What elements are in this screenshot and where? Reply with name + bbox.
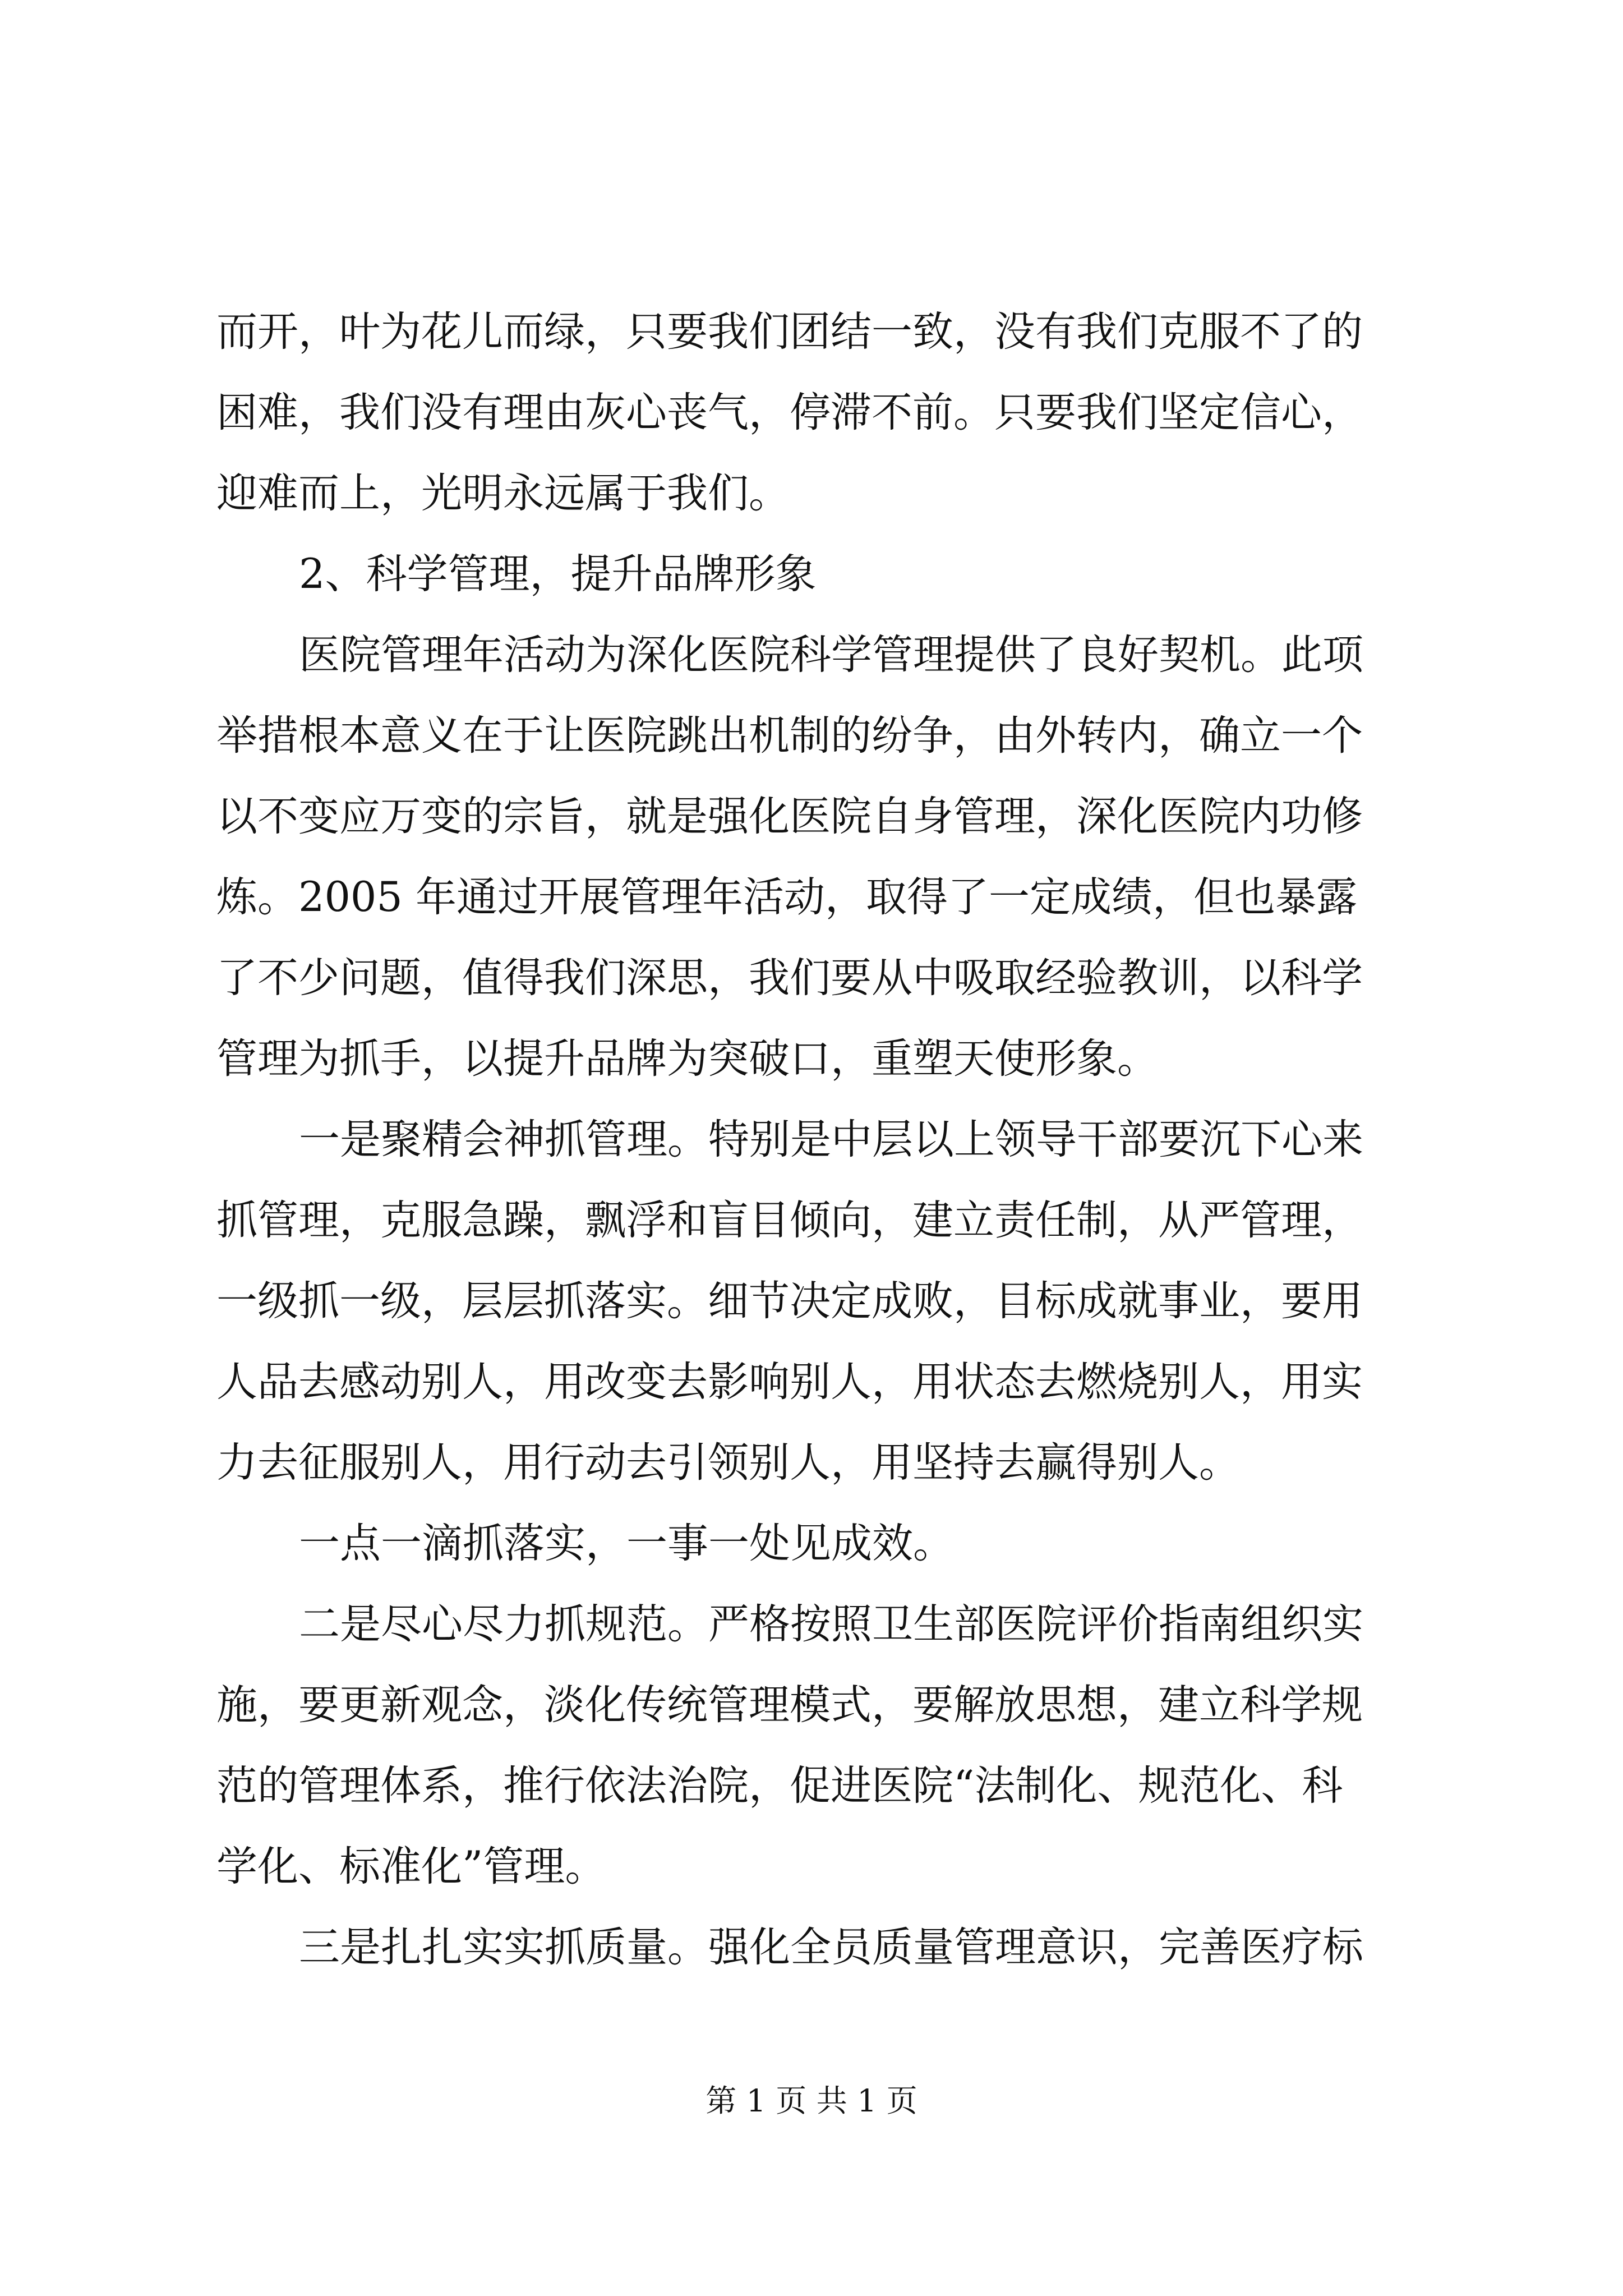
text-line: 而开，叶为花儿而绿，只要我们团结一致，没有我们克服不了的	[216, 308, 1363, 356]
text-line: 管理为抓手，以提升品牌为突破口，重塑天使形象。	[216, 1035, 1158, 1083]
text-line: 范的管理体系，推行依法治院，促进医院“法制化、规范化、科	[216, 1762, 1343, 1810]
text-line: 困难，我们没有理由灰心丧气，停滞不前。只要我们坚定信心，	[216, 389, 1363, 436]
text-line: 学化、标准化”管理。	[216, 1843, 606, 1890]
text-line: 一点一滴抓落实，一事一处见成效。	[299, 1520, 954, 1567]
text-line: 迎难而上，光明永远属于我们。	[216, 470, 790, 517]
section-heading: 2、科学管理，提升品牌形象	[299, 550, 817, 598]
text-line: 医院管理年活动为深化医院科学管理提供了良好契机。此项	[299, 631, 1363, 679]
text-line: 施，要更新观念，淡化传统管理模式，要解放思想，建立科学规	[216, 1681, 1363, 1729]
text-line: 以不变应万变的宗旨，就是强化医院自身管理，深化医院内功修	[216, 793, 1363, 840]
document-body	[216, 292, 1450, 1988]
text-line: 举措根本意义在于让医院跳出机制的纷争，由外转内，确立一个	[216, 712, 1363, 760]
text-line: 抓管理，克服急躁，飘浮和盲目倾向，建立责任制，从严管理，	[216, 1197, 1363, 1244]
text-line: 炼。2005 年通过开展管理年活动，取得了一定成绩，但也暴露	[216, 873, 1357, 921]
text-line: 一级抓一级，层层抓落实。细节决定成败，目标成就事业，要用	[216, 1277, 1363, 1325]
page-footer: 第 1 页 共 1 页	[706, 2083, 917, 2119]
text-line: 二是尽心尽力抓规范。严格按照卫生部医院评价指南组织实	[299, 1600, 1363, 1648]
text-line: 一是聚精会神抓管理。特别是中层以上领导干部要沉下心来	[299, 1116, 1363, 1163]
text-line: 人品去感动别人，用改变去影响别人，用状态去燃烧别人，用实	[216, 1358, 1363, 1406]
text-line: 三是扎扎实实抓质量。强化全员质量管理意识，完善医疗标	[299, 1924, 1363, 1971]
text-line: 了不少问题，值得我们深思，我们要从中吸取经验教训，以科学	[216, 954, 1363, 1002]
text-line: 力去征服别人，用行动去引领别人，用坚持去赢得别人。	[216, 1439, 1240, 1487]
